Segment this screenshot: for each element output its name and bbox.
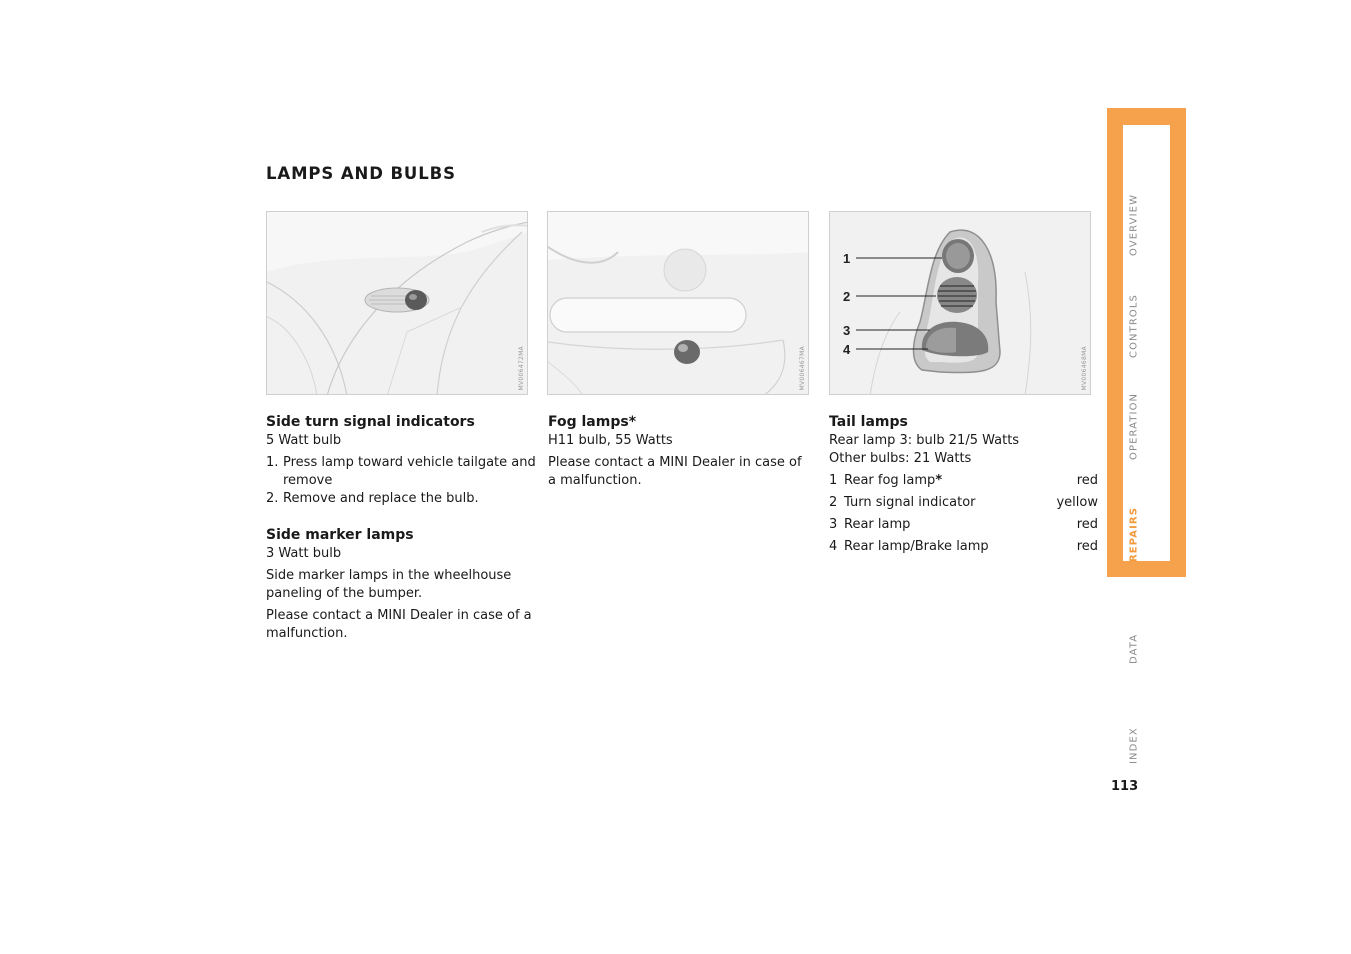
callout-3: 3: [843, 323, 851, 338]
table-row: [829, 494, 1098, 512]
callout-1: 1: [843, 251, 851, 266]
fog-lamp-illustration: [547, 211, 809, 395]
table-row: [829, 538, 1098, 556]
page-heading: LAMPS AND BULBS: [266, 164, 456, 183]
callout-4: 4: [843, 342, 851, 357]
nav-controls[interactable]: CONTROLS: [1128, 294, 1140, 358]
item-label: Rear lamp: [844, 517, 911, 532]
item-label: Rear fog lamp: [844, 473, 936, 488]
item-color: red: [1076, 539, 1098, 554]
bulb-spec: 5 Watt bulb: [266, 433, 342, 448]
nav-repairs[interactable]: REPAIRS: [1128, 506, 1140, 562]
figure-code: MV006472MA: [518, 345, 525, 390]
item-color: red: [1076, 473, 1098, 488]
step-number: 1.: [266, 455, 279, 470]
steps-list: [266, 454, 536, 508]
nav-data[interactable]: DATA: [1128, 633, 1140, 664]
item-number: 1: [829, 473, 838, 488]
nav-overview[interactable]: OVERVIEW: [1128, 193, 1140, 256]
item-color: yellow: [1056, 495, 1098, 510]
contact-text: Please contact a MINI Dealer in case of a malfunction.: [548, 455, 802, 488]
step-number: 2.: [266, 491, 279, 506]
page-number: 113: [1111, 779, 1139, 794]
item-label: Turn signal indicator: [844, 495, 976, 510]
nav-index[interactable]: INDEX: [1128, 727, 1140, 764]
bulb-spec: 3 Watt bulb: [266, 546, 342, 561]
note-text: Side marker lamps in the wheelhouse paneling of the bumper.: [266, 568, 512, 601]
section-title: Tail lamps: [829, 414, 908, 430]
tail-section: [829, 412, 1098, 560]
section-title: Side turn signal indicators: [266, 414, 475, 430]
figure-code: MV006468MA: [1081, 345, 1088, 390]
callout-2: 2: [843, 289, 851, 304]
fog-section: [548, 412, 810, 494]
item-number: 2: [829, 495, 838, 510]
item-number: 4: [829, 539, 838, 554]
step-text: Press lamp toward vehicle tailgate and remove: [283, 455, 536, 488]
section-title: Fog lamps*: [548, 414, 637, 430]
table-row: [829, 516, 1098, 534]
bulb-spec: Other bulbs: 21 Watts: [829, 451, 972, 466]
item-label: Rear lamp/Brake lamp: [844, 539, 989, 554]
section-title: Side marker lamps: [266, 527, 414, 543]
table-row: [829, 472, 1098, 490]
side-turn-signal-illustration: [266, 211, 528, 395]
step-text: Remove and replace the bulb.: [283, 491, 479, 506]
tail-lamp-illustration: [829, 211, 1091, 395]
item-number: 3: [829, 517, 838, 532]
side-turn-section: [266, 412, 536, 647]
contact-text: Please contact a MINI Dealer in case of a malfunction.: [266, 608, 532, 641]
bulb-spec: H11 bulb, 55 Watts: [548, 433, 673, 448]
option-star: *: [935, 473, 943, 488]
list-item: [266, 490, 536, 508]
figure-code: MV006467MA: [799, 345, 806, 390]
nav-operation[interactable]: OPERATION: [1128, 392, 1140, 460]
item-color: red: [1076, 517, 1098, 532]
list-item: [266, 454, 536, 490]
bulb-spec: Rear lamp 3: bulb 21/5 Watts: [829, 433, 1020, 448]
